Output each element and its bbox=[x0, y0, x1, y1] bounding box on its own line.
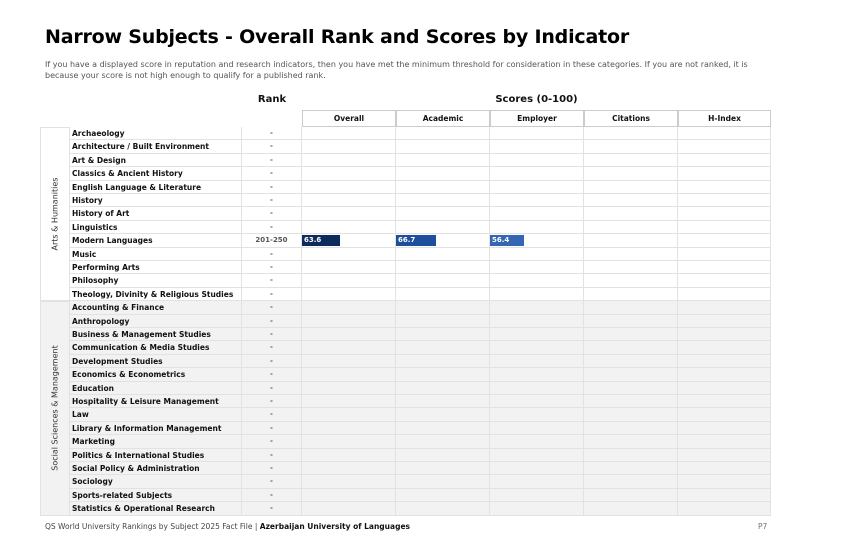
rank-value: - bbox=[242, 382, 302, 395]
group-cell bbox=[40, 301, 70, 515]
group-label: Social Sciences & Management bbox=[50, 345, 60, 472]
subject-name: History bbox=[70, 194, 242, 207]
table-row bbox=[40, 248, 771, 261]
score-cell bbox=[396, 301, 490, 314]
footer-text: QS World University Rankings by Subject 2025 Fact File | bbox=[45, 522, 260, 531]
score-bar: 66.7 bbox=[396, 235, 436, 246]
score-cell bbox=[396, 288, 490, 301]
score-cell bbox=[396, 140, 490, 153]
score-cell bbox=[584, 341, 678, 354]
subject-name: Social Policy & Administration bbox=[70, 462, 242, 475]
score-cell bbox=[584, 301, 678, 314]
subject-name: Modern Languages bbox=[70, 234, 242, 247]
score-cell bbox=[584, 167, 678, 180]
score-cell bbox=[678, 234, 771, 247]
score-cell bbox=[678, 261, 771, 274]
score-cell bbox=[678, 462, 771, 475]
table-row bbox=[40, 127, 771, 140]
score-cell bbox=[584, 288, 678, 301]
subject-name: Marketing bbox=[70, 435, 242, 448]
subject-name: Theology, Divinity & Religious Studies bbox=[70, 288, 242, 301]
score-cell bbox=[584, 274, 678, 287]
score-cell bbox=[396, 475, 490, 488]
score-cell bbox=[678, 489, 771, 502]
score-cell bbox=[584, 154, 678, 167]
score-cell bbox=[490, 288, 584, 301]
score-cell bbox=[396, 489, 490, 502]
rank-value: - bbox=[242, 462, 302, 475]
score-cell bbox=[678, 140, 771, 153]
score-cell bbox=[490, 435, 584, 448]
score-cell bbox=[396, 368, 490, 381]
table-row bbox=[40, 207, 771, 220]
score-cell bbox=[302, 315, 396, 328]
score-cell bbox=[302, 408, 396, 421]
subject-name: Development Studies bbox=[70, 355, 242, 368]
score-cell bbox=[490, 221, 584, 234]
table-row bbox=[40, 288, 771, 301]
rank-value: - bbox=[242, 489, 302, 502]
score-cell bbox=[678, 194, 771, 207]
scores-header: Scores (0-100) bbox=[495, 94, 578, 105]
score-cell bbox=[490, 140, 584, 153]
rank-value: - bbox=[242, 449, 302, 462]
page-subtitle: If you have a displayed score in reputation and research indicators, then you have met the minimum threshold for consideration in these categories. If you are not ranked, it is because your score is not high enough to qualify for a published rank. bbox=[45, 60, 748, 80]
table-row bbox=[40, 194, 771, 207]
score-cell bbox=[678, 449, 771, 462]
score-cell bbox=[490, 154, 584, 167]
score-cell bbox=[584, 181, 678, 194]
group-cell bbox=[40, 127, 70, 301]
table-row bbox=[40, 341, 771, 354]
score-cell bbox=[678, 127, 771, 140]
score-cell bbox=[302, 489, 396, 502]
rank-value: - bbox=[242, 408, 302, 421]
rank-value: - bbox=[242, 140, 302, 153]
score-cell bbox=[490, 301, 584, 314]
subject-name: Communication & Media Studies bbox=[70, 341, 242, 354]
rank-value: - bbox=[242, 355, 302, 368]
score-cell bbox=[490, 449, 584, 462]
score-cell bbox=[490, 395, 584, 408]
table-row bbox=[40, 368, 771, 381]
table-row bbox=[40, 315, 771, 328]
column-header-overall: Overall bbox=[302, 110, 396, 127]
subject-name: Architecture / Built Environment bbox=[70, 140, 242, 153]
subject-name: Hospitality & Leisure Management bbox=[70, 395, 242, 408]
subject-name: Art & Design bbox=[70, 154, 242, 167]
score-cell bbox=[584, 422, 678, 435]
table-row bbox=[40, 167, 771, 180]
rank-value: - bbox=[242, 301, 302, 314]
score-cell bbox=[678, 315, 771, 328]
score-cell bbox=[302, 261, 396, 274]
column-header-h-index: H-Index bbox=[678, 110, 771, 127]
score-cell bbox=[490, 127, 584, 140]
score-cell bbox=[302, 395, 396, 408]
score-cell bbox=[584, 234, 678, 247]
score-cell bbox=[584, 489, 678, 502]
column-header-employer: Employer bbox=[490, 110, 584, 127]
score-cell bbox=[584, 221, 678, 234]
rank-value: - bbox=[242, 368, 302, 381]
score-cell bbox=[490, 408, 584, 421]
score-cell bbox=[302, 301, 396, 314]
score-cell bbox=[678, 207, 771, 220]
score-cell bbox=[490, 475, 584, 488]
score-cell bbox=[302, 154, 396, 167]
subject-name: Economics & Econometrics bbox=[70, 368, 242, 381]
rank-value: - bbox=[242, 422, 302, 435]
score-cell bbox=[302, 274, 396, 287]
footer-university: Azerbaijan University of Languages bbox=[259, 522, 410, 531]
table-row bbox=[40, 502, 771, 515]
score-cell bbox=[584, 127, 678, 140]
score-cell bbox=[302, 127, 396, 140]
score-cell bbox=[490, 248, 584, 261]
score-cell bbox=[396, 194, 490, 207]
score-cell bbox=[490, 261, 584, 274]
score-cell bbox=[584, 328, 678, 341]
rank-value: - bbox=[242, 315, 302, 328]
table-row bbox=[40, 475, 771, 488]
column-header-academic: Academic bbox=[396, 110, 490, 127]
score-cell bbox=[396, 435, 490, 448]
score-cell bbox=[490, 328, 584, 341]
table-row bbox=[40, 422, 771, 435]
table-row bbox=[40, 154, 771, 167]
subject-name: Anthropology bbox=[70, 315, 242, 328]
score-cell bbox=[678, 355, 771, 368]
score-cell bbox=[302, 462, 396, 475]
score-cell bbox=[584, 462, 678, 475]
score-cell bbox=[584, 194, 678, 207]
score-cell bbox=[584, 140, 678, 153]
subject-name: Politics & International Studies bbox=[70, 449, 242, 462]
score-cell bbox=[678, 301, 771, 314]
score-cell bbox=[396, 248, 490, 261]
column-header-citations: Citations bbox=[584, 110, 678, 127]
rank-value: - bbox=[242, 502, 302, 515]
footer bbox=[45, 522, 410, 531]
rank-value: - bbox=[242, 248, 302, 261]
rank-value: 201-250 bbox=[242, 234, 302, 247]
score-cell bbox=[302, 207, 396, 220]
score-cell bbox=[678, 475, 771, 488]
rank-value: - bbox=[242, 274, 302, 287]
table-row bbox=[40, 489, 771, 502]
score-cell bbox=[490, 489, 584, 502]
score-cell bbox=[396, 181, 490, 194]
table-row bbox=[40, 462, 771, 475]
score-cell bbox=[302, 341, 396, 354]
score-cell bbox=[678, 502, 771, 515]
subject-name: History of Art bbox=[70, 207, 242, 220]
score-cell bbox=[678, 221, 771, 234]
score-cell bbox=[302, 194, 396, 207]
score-cell bbox=[396, 341, 490, 354]
group-label: Arts & Humanities bbox=[50, 177, 60, 251]
score-cell bbox=[490, 234, 584, 247]
score-cell bbox=[396, 167, 490, 180]
score-cell bbox=[396, 234, 490, 247]
score-cell bbox=[490, 274, 584, 287]
score-cell bbox=[396, 154, 490, 167]
table-row bbox=[40, 301, 771, 314]
rank-value: - bbox=[242, 127, 302, 140]
score-cell bbox=[584, 261, 678, 274]
score-cell bbox=[584, 207, 678, 220]
rank-value: - bbox=[242, 167, 302, 180]
rank-value: - bbox=[242, 288, 302, 301]
page-number: P7 bbox=[758, 522, 768, 531]
score-cell bbox=[490, 167, 584, 180]
score-cell bbox=[490, 422, 584, 435]
score-cell bbox=[678, 328, 771, 341]
rank-value: - bbox=[242, 435, 302, 448]
score-cell bbox=[584, 449, 678, 462]
subject-name: Education bbox=[70, 382, 242, 395]
score-cell bbox=[302, 167, 396, 180]
score-cell bbox=[584, 435, 678, 448]
score-cell bbox=[678, 288, 771, 301]
score-bar: 56.4 bbox=[490, 235, 524, 246]
table-row bbox=[40, 181, 771, 194]
score-cell bbox=[396, 355, 490, 368]
score-bar: 63.6 bbox=[302, 235, 340, 246]
score-cell bbox=[678, 274, 771, 287]
score-cell bbox=[396, 274, 490, 287]
score-cell bbox=[678, 167, 771, 180]
rank-value: - bbox=[242, 395, 302, 408]
score-cell bbox=[490, 207, 584, 220]
rank-value: - bbox=[242, 328, 302, 341]
score-cell bbox=[302, 382, 396, 395]
score-cell bbox=[584, 395, 678, 408]
page-title: Narrow Subjects - Overall Rank and Scores by Indicator bbox=[45, 26, 629, 48]
score-cell bbox=[396, 395, 490, 408]
score-cell bbox=[584, 475, 678, 488]
score-cell bbox=[396, 502, 490, 515]
score-cell bbox=[678, 368, 771, 381]
score-cell bbox=[678, 181, 771, 194]
score-cell bbox=[678, 422, 771, 435]
score-cell bbox=[396, 315, 490, 328]
score-cell bbox=[302, 328, 396, 341]
score-cell bbox=[396, 127, 490, 140]
subject-name: Library & Information Management bbox=[70, 422, 242, 435]
score-cell bbox=[490, 355, 584, 368]
table-row bbox=[40, 382, 771, 395]
score-cell bbox=[302, 355, 396, 368]
score-cell bbox=[302, 288, 396, 301]
score-cell bbox=[584, 408, 678, 421]
score-cell bbox=[302, 234, 396, 247]
subject-name: Music bbox=[70, 248, 242, 261]
score-cell bbox=[302, 475, 396, 488]
score-cell bbox=[396, 328, 490, 341]
score-cell bbox=[490, 194, 584, 207]
rank-value: - bbox=[242, 181, 302, 194]
score-cell bbox=[396, 207, 490, 220]
table-row bbox=[40, 274, 771, 287]
score-cell bbox=[584, 368, 678, 381]
table-row bbox=[40, 221, 771, 234]
score-cell bbox=[584, 355, 678, 368]
subject-name: Classics & Ancient History bbox=[70, 167, 242, 180]
score-cell bbox=[584, 382, 678, 395]
rank-value: - bbox=[242, 207, 302, 220]
score-cell bbox=[584, 502, 678, 515]
table-row bbox=[40, 435, 771, 448]
table-row bbox=[40, 261, 771, 274]
rank-value: - bbox=[242, 221, 302, 234]
subject-name: Law bbox=[70, 408, 242, 421]
score-cell bbox=[678, 435, 771, 448]
score-cell bbox=[396, 382, 490, 395]
table-row bbox=[40, 408, 771, 421]
score-cell bbox=[302, 449, 396, 462]
subject-name: Accounting & Finance bbox=[70, 301, 242, 314]
score-cell bbox=[302, 181, 396, 194]
score-cell bbox=[302, 502, 396, 515]
score-cell bbox=[490, 368, 584, 381]
score-cell bbox=[396, 261, 490, 274]
subject-name: Linguistics bbox=[70, 221, 242, 234]
score-cell bbox=[490, 315, 584, 328]
score-cell bbox=[396, 221, 490, 234]
rank-value: - bbox=[242, 194, 302, 207]
rank-value: - bbox=[242, 475, 302, 488]
subject-name: Philosophy bbox=[70, 274, 242, 287]
score-cell bbox=[678, 154, 771, 167]
score-cell bbox=[302, 248, 396, 261]
subject-name: Sociology bbox=[70, 475, 242, 488]
score-cell bbox=[490, 382, 584, 395]
score-cell bbox=[302, 140, 396, 153]
score-cell bbox=[678, 395, 771, 408]
score-cell bbox=[584, 248, 678, 261]
score-cell bbox=[302, 221, 396, 234]
table-row bbox=[40, 234, 771, 247]
score-cell bbox=[490, 341, 584, 354]
score-cell bbox=[396, 422, 490, 435]
score-cell bbox=[396, 462, 490, 475]
subject-name: Sports-related Subjects bbox=[70, 489, 242, 502]
score-cell bbox=[302, 435, 396, 448]
score-cell bbox=[490, 502, 584, 515]
score-cell bbox=[584, 315, 678, 328]
score-cell bbox=[490, 181, 584, 194]
subject-name: Archaeology bbox=[70, 127, 242, 140]
score-cell bbox=[678, 248, 771, 261]
rank-value: - bbox=[242, 261, 302, 274]
score-cell bbox=[678, 382, 771, 395]
score-cell bbox=[490, 462, 584, 475]
rank-header: Rank bbox=[257, 94, 287, 105]
table-row bbox=[40, 449, 771, 462]
table-row bbox=[40, 140, 771, 153]
score-cell bbox=[302, 422, 396, 435]
table-row bbox=[40, 328, 771, 341]
score-cell bbox=[678, 341, 771, 354]
score-cell bbox=[302, 368, 396, 381]
subject-name: Business & Management Studies bbox=[70, 328, 242, 341]
subject-name: English Language & Literature bbox=[70, 181, 242, 194]
table-row bbox=[40, 355, 771, 368]
table-row bbox=[40, 395, 771, 408]
rank-value: - bbox=[242, 341, 302, 354]
score-cell bbox=[396, 408, 490, 421]
score-cell bbox=[678, 408, 771, 421]
rank-value: - bbox=[242, 154, 302, 167]
score-cell bbox=[396, 449, 490, 462]
subject-name: Performing Arts bbox=[70, 261, 242, 274]
subject-name: Statistics & Operational Research bbox=[70, 502, 242, 515]
